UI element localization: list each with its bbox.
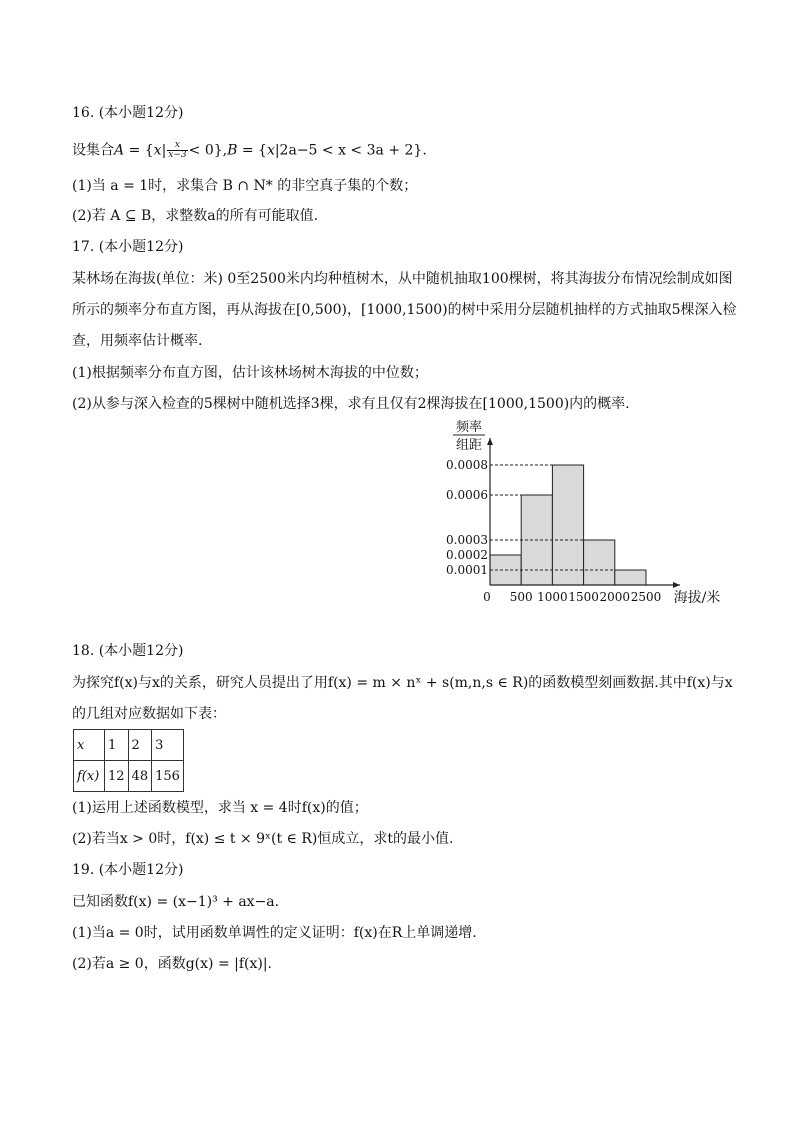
- set-a-cond: < 0},: [188, 142, 228, 159]
- table-cell: 1: [105, 730, 129, 761]
- y-axis-label-numerator: 频率: [455, 420, 483, 435]
- q18-stem-line1: 为探究f(x)与x的关系，研究人员提出了用f(x) = m × nˣ + s(m,n,s ∈ R)的函数模型刻画数据.其中f(x)与x: [72, 675, 733, 691]
- table-cell: 2: [128, 730, 152, 761]
- y-tick-label: 0.0001: [446, 563, 488, 577]
- table-cell: x: [74, 730, 105, 761]
- set-a-bar: |: [161, 142, 167, 159]
- x-tick-label: 500: [509, 590, 533, 604]
- y-tick-label: 0.0002: [446, 548, 488, 562]
- q19-header: 19. (本小题12分): [72, 862, 184, 878]
- q16-part1: (1)当 a = 1时，求集合 B ∩ N* 的非空真子集的个数；: [72, 178, 418, 194]
- q18-stem-line2: 的几组对应数据如下表：: [72, 706, 226, 722]
- y-tick-label: 0.0008: [446, 458, 488, 472]
- q17-stem-line1: 某林场在海拔(单位：米) 0至2500米内均种植树木，从中随机抽取100棵树，将其海拔分布情况绘制成如图: [72, 271, 733, 287]
- origin-label: 0: [483, 590, 491, 604]
- q18-part2: (2)若当x > 0时，f(x) ≤ t × 9ˣ(t ∈ R)恒成立，求t的最小值.: [72, 831, 454, 847]
- q17-header: 17. (本小题12分): [72, 239, 184, 255]
- histogram-bar: [615, 570, 646, 585]
- x-tick-label: 1500: [568, 590, 599, 604]
- set-a-eq: = {: [124, 142, 154, 159]
- table-cell: f(x): [74, 761, 105, 792]
- q17-stem-line3: 查，用频率估计概率.: [72, 333, 203, 349]
- table-cell: 156: [152, 761, 184, 792]
- q18-part1: (1)运用上述函数模型，求当 x = 4时f(x)的值；: [72, 800, 368, 816]
- table-row: [74, 730, 184, 761]
- q17-part1: (1)根据频率分布直方图，估计该林场树木海拔的中位数；: [72, 365, 428, 381]
- y-axis-label-denominator: 组距: [455, 438, 483, 453]
- x-tick-label: 2000: [599, 590, 631, 604]
- table-cell: 12: [105, 761, 129, 792]
- histogram-bar: [552, 465, 583, 585]
- table-row: [74, 761, 184, 792]
- q19-part2: (2)若a ≥ 0，函数g(x) = |f(x)|.: [72, 956, 273, 972]
- q18-header: 18. (本小题12分): [72, 643, 184, 659]
- set-b-x: x: [266, 142, 275, 159]
- fraction-numerator: x: [167, 141, 187, 151]
- q16-part2: (2)若 A ⊆ B，求整数a的所有可能取值.: [72, 208, 319, 224]
- q16-stem-end: .: [422, 142, 427, 159]
- table-cell: 3: [152, 730, 184, 761]
- set-a-x: x: [153, 142, 162, 159]
- q16-stem-lead: 设集合: [72, 142, 114, 159]
- fraction-denominator: x−3: [168, 150, 187, 160]
- table-cell: 48: [128, 761, 152, 792]
- y-axis-arrow: [487, 438, 493, 445]
- q17-part2: (2)从参与深入检查的5棵树中随机选择3棵，求有且仅有2棵海拔在[1000,1500)内的概率.: [72, 396, 630, 412]
- x-axis-arrow: [673, 582, 680, 588]
- set-b-eq: = {: [237, 142, 267, 159]
- set-a-var: A: [114, 142, 125, 159]
- x-axis-label: 海拔/米: [673, 590, 721, 606]
- histogram-plot: [446, 419, 720, 606]
- q16-header: 16. (本小题12分): [72, 105, 184, 121]
- set-b-cond: |2a−5 < x < 3a + 2}: [274, 142, 423, 159]
- y-tick-label: 0.0003: [446, 533, 488, 547]
- data-table: [73, 729, 184, 792]
- x-tick-label: 2500: [630, 590, 662, 604]
- x-tick-label: 1000: [537, 590, 568, 604]
- set-b-var: B: [227, 142, 238, 159]
- histogram-bar: [584, 540, 615, 585]
- q19-stem: 已知函数f(x) = (x−1)³ + ax−a.: [72, 894, 280, 910]
- q19-part1: (1)当a = 0时，试用函数单调性的定义证明：f(x)在R上单调递增.: [72, 925, 477, 941]
- q17-stem-line2: 所示的频率分布直方图，再从海拔在[0,500)，[1000,1500)的树中采用分层随机抽样的方式抽取5棵深入检: [72, 302, 737, 318]
- y-tick-label: 0.0006: [446, 488, 488, 502]
